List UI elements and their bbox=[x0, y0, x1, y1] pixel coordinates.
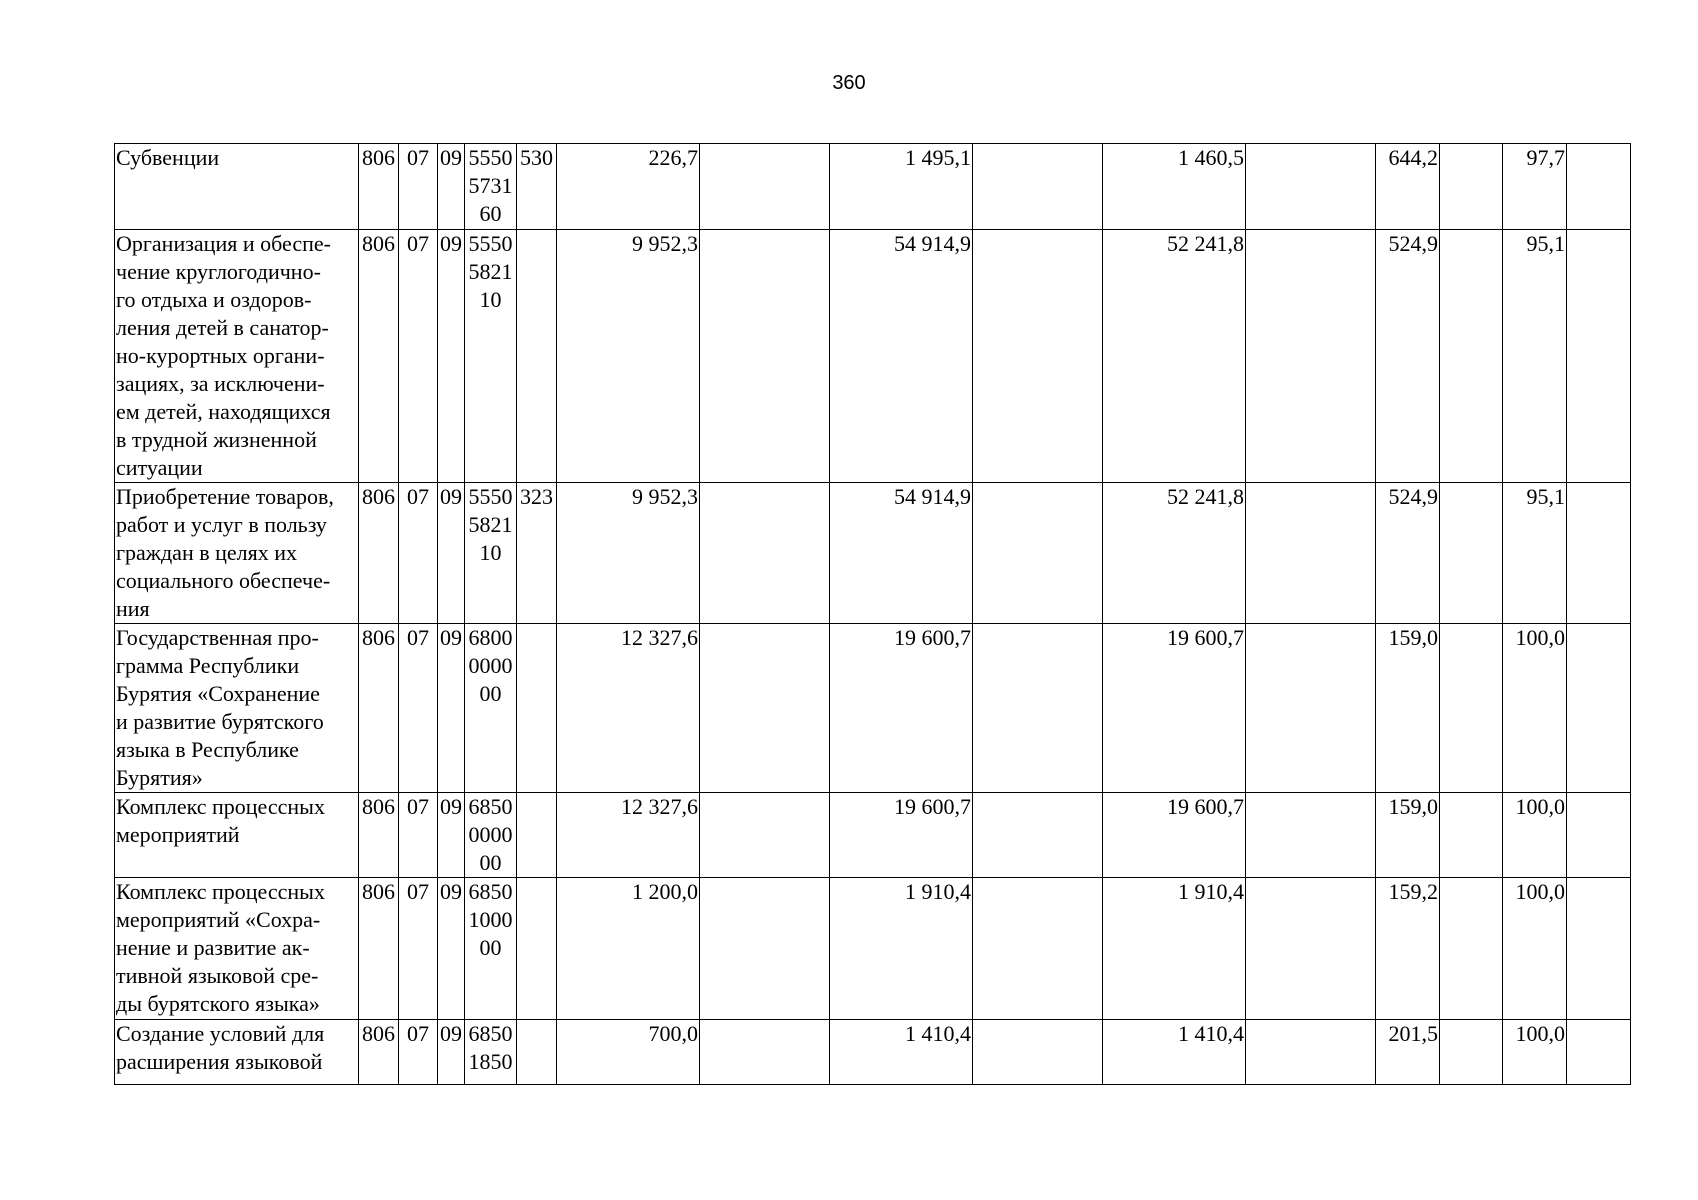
value-2: 19 600,7 bbox=[830, 793, 973, 878]
empty-cell bbox=[973, 144, 1103, 230]
empty-cell bbox=[973, 793, 1103, 878]
target-article-code: 5550 5731 60 bbox=[465, 144, 517, 230]
percent-1: 644,2 bbox=[1376, 144, 1440, 230]
value-3: 1 910,4 bbox=[1103, 878, 1246, 1020]
subsection-code: 09 bbox=[438, 878, 465, 1020]
value-3: 19 600,7 bbox=[1103, 624, 1246, 793]
row-name: Организация и обеспе- чение круглогодично- го отдыха и оздоров- ления детей в санатор- но-курортных органи- зациях, за исключени- ем детей, находящихся в трудной жизненной ситуации bbox=[115, 230, 359, 483]
target-article-code: 6850 0000 00 bbox=[465, 793, 517, 878]
target-article-code: 5550 5821 10 bbox=[465, 230, 517, 483]
row-name: Комплекс процессных мероприятий «Сохра- нение и развитие ак- тивной языковой сре- ды бурятского языка» bbox=[115, 878, 359, 1020]
target-article-code: 5550 5821 10 bbox=[465, 483, 517, 624]
empty-cell bbox=[1440, 624, 1503, 793]
percent-1: 159,0 bbox=[1376, 793, 1440, 878]
empty-cell bbox=[1440, 793, 1503, 878]
empty-cell bbox=[1567, 878, 1631, 1020]
percent-1: 524,9 bbox=[1376, 483, 1440, 624]
section-code: 07 bbox=[399, 878, 438, 1020]
page-number: 360 bbox=[832, 72, 866, 94]
expense-type-code bbox=[517, 793, 557, 878]
subsection-code: 09 bbox=[438, 144, 465, 230]
percent-2: 100,0 bbox=[1503, 793, 1567, 878]
row-name: Приобретение товаров, работ и услуг в пользу граждан в целях их социального обеспече- ния bbox=[115, 483, 359, 624]
percent-1: 159,0 bbox=[1376, 624, 1440, 793]
empty-cell bbox=[1246, 1020, 1376, 1085]
empty-cell bbox=[700, 483, 830, 624]
table-row bbox=[115, 793, 1631, 878]
percent-1: 524,9 bbox=[1376, 230, 1440, 483]
ved-code: 806 bbox=[359, 878, 399, 1020]
value-2: 1 495,1 bbox=[830, 144, 973, 230]
value-2: 1 910,4 bbox=[830, 878, 973, 1020]
section-code: 07 bbox=[399, 230, 438, 483]
expense-type-code bbox=[517, 1020, 557, 1085]
subsection-code: 09 bbox=[438, 1020, 465, 1085]
value-1: 700,0 bbox=[557, 1020, 700, 1085]
section-code: 07 bbox=[399, 144, 438, 230]
percent-2: 95,1 bbox=[1503, 230, 1567, 483]
percent-2: 95,1 bbox=[1503, 483, 1567, 624]
row-name: Комплекс процессных мероприятий bbox=[115, 793, 359, 878]
value-3: 19 600,7 bbox=[1103, 793, 1246, 878]
empty-cell bbox=[700, 144, 830, 230]
empty-cell bbox=[1440, 144, 1503, 230]
empty-cell bbox=[1440, 878, 1503, 1020]
empty-cell bbox=[700, 230, 830, 483]
ved-code: 806 bbox=[359, 483, 399, 624]
empty-cell bbox=[1246, 624, 1376, 793]
section-code: 07 bbox=[399, 624, 438, 793]
expense-type-code: 323 bbox=[517, 483, 557, 624]
value-3: 52 241,8 bbox=[1103, 483, 1246, 624]
table-row bbox=[115, 878, 1631, 1020]
empty-cell bbox=[1567, 230, 1631, 483]
empty-cell bbox=[1440, 483, 1503, 624]
section-code: 07 bbox=[399, 793, 438, 878]
empty-cell bbox=[973, 483, 1103, 624]
expense-type-code: 530 bbox=[517, 144, 557, 230]
subsection-code: 09 bbox=[438, 483, 465, 624]
empty-cell bbox=[1567, 624, 1631, 793]
table-row bbox=[115, 483, 1631, 624]
empty-cell bbox=[973, 878, 1103, 1020]
percent-2: 100,0 bbox=[1503, 624, 1567, 793]
target-article-code: 6800 0000 00 bbox=[465, 624, 517, 793]
row-name: Субвенции bbox=[115, 144, 359, 230]
empty-cell bbox=[973, 230, 1103, 483]
empty-cell bbox=[1567, 144, 1631, 230]
value-1: 226,7 bbox=[557, 144, 700, 230]
percent-1: 201,5 bbox=[1376, 1020, 1440, 1085]
value-2: 54 914,9 bbox=[830, 483, 973, 624]
empty-cell bbox=[700, 1020, 830, 1085]
percent-2: 100,0 bbox=[1503, 1020, 1567, 1085]
budget-table bbox=[114, 143, 1631, 1085]
expense-type-code bbox=[517, 624, 557, 793]
empty-cell bbox=[1567, 483, 1631, 624]
table-row bbox=[115, 624, 1631, 793]
value-2: 1 410,4 bbox=[830, 1020, 973, 1085]
target-article-code: 6850 1850 bbox=[465, 1020, 517, 1085]
value-1: 12 327,6 bbox=[557, 624, 700, 793]
subsection-code: 09 bbox=[438, 230, 465, 483]
percent-2: 97,7 bbox=[1503, 144, 1567, 230]
empty-cell bbox=[1246, 878, 1376, 1020]
value-1: 12 327,6 bbox=[557, 793, 700, 878]
empty-cell bbox=[1246, 793, 1376, 878]
ved-code: 806 bbox=[359, 230, 399, 483]
expense-type-code bbox=[517, 230, 557, 483]
empty-cell bbox=[700, 793, 830, 878]
empty-cell bbox=[1440, 230, 1503, 483]
empty-cell bbox=[700, 624, 830, 793]
ved-code: 806 bbox=[359, 793, 399, 878]
value-2: 19 600,7 bbox=[830, 624, 973, 793]
table-row bbox=[115, 230, 1631, 483]
value-3: 1 460,5 bbox=[1103, 144, 1246, 230]
ved-code: 806 bbox=[359, 1020, 399, 1085]
value-3: 52 241,8 bbox=[1103, 230, 1246, 483]
ved-code: 806 bbox=[359, 144, 399, 230]
value-1: 1 200,0 bbox=[557, 878, 700, 1020]
value-2: 54 914,9 bbox=[830, 230, 973, 483]
table-row bbox=[115, 1020, 1631, 1085]
target-article-code: 6850 1000 00 bbox=[465, 878, 517, 1020]
empty-cell bbox=[1246, 483, 1376, 624]
value-1: 9 952,3 bbox=[557, 483, 700, 624]
empty-cell bbox=[1567, 1020, 1631, 1085]
expense-type-code bbox=[517, 878, 557, 1020]
empty-cell bbox=[1567, 793, 1631, 878]
empty-cell bbox=[700, 878, 830, 1020]
section-code: 07 bbox=[399, 483, 438, 624]
percent-1: 159,2 bbox=[1376, 878, 1440, 1020]
percent-2: 100,0 bbox=[1503, 878, 1567, 1020]
row-name: Создание условий для расширения языковой bbox=[115, 1020, 359, 1085]
section-code: 07 bbox=[399, 1020, 438, 1085]
empty-cell bbox=[1246, 230, 1376, 483]
subsection-code: 09 bbox=[438, 624, 465, 793]
empty-cell bbox=[1440, 1020, 1503, 1085]
ved-code: 806 bbox=[359, 624, 399, 793]
empty-cell bbox=[973, 1020, 1103, 1085]
table-row bbox=[115, 144, 1631, 230]
subsection-code: 09 bbox=[438, 793, 465, 878]
row-name: Государственная про- грамма Республики Бурятия «Сохранение и развитие бурятского языка в Республике Бурятия» bbox=[115, 624, 359, 793]
value-3: 1 410,4 bbox=[1103, 1020, 1246, 1085]
value-1: 9 952,3 bbox=[557, 230, 700, 483]
empty-cell bbox=[973, 624, 1103, 793]
empty-cell bbox=[1246, 144, 1376, 230]
